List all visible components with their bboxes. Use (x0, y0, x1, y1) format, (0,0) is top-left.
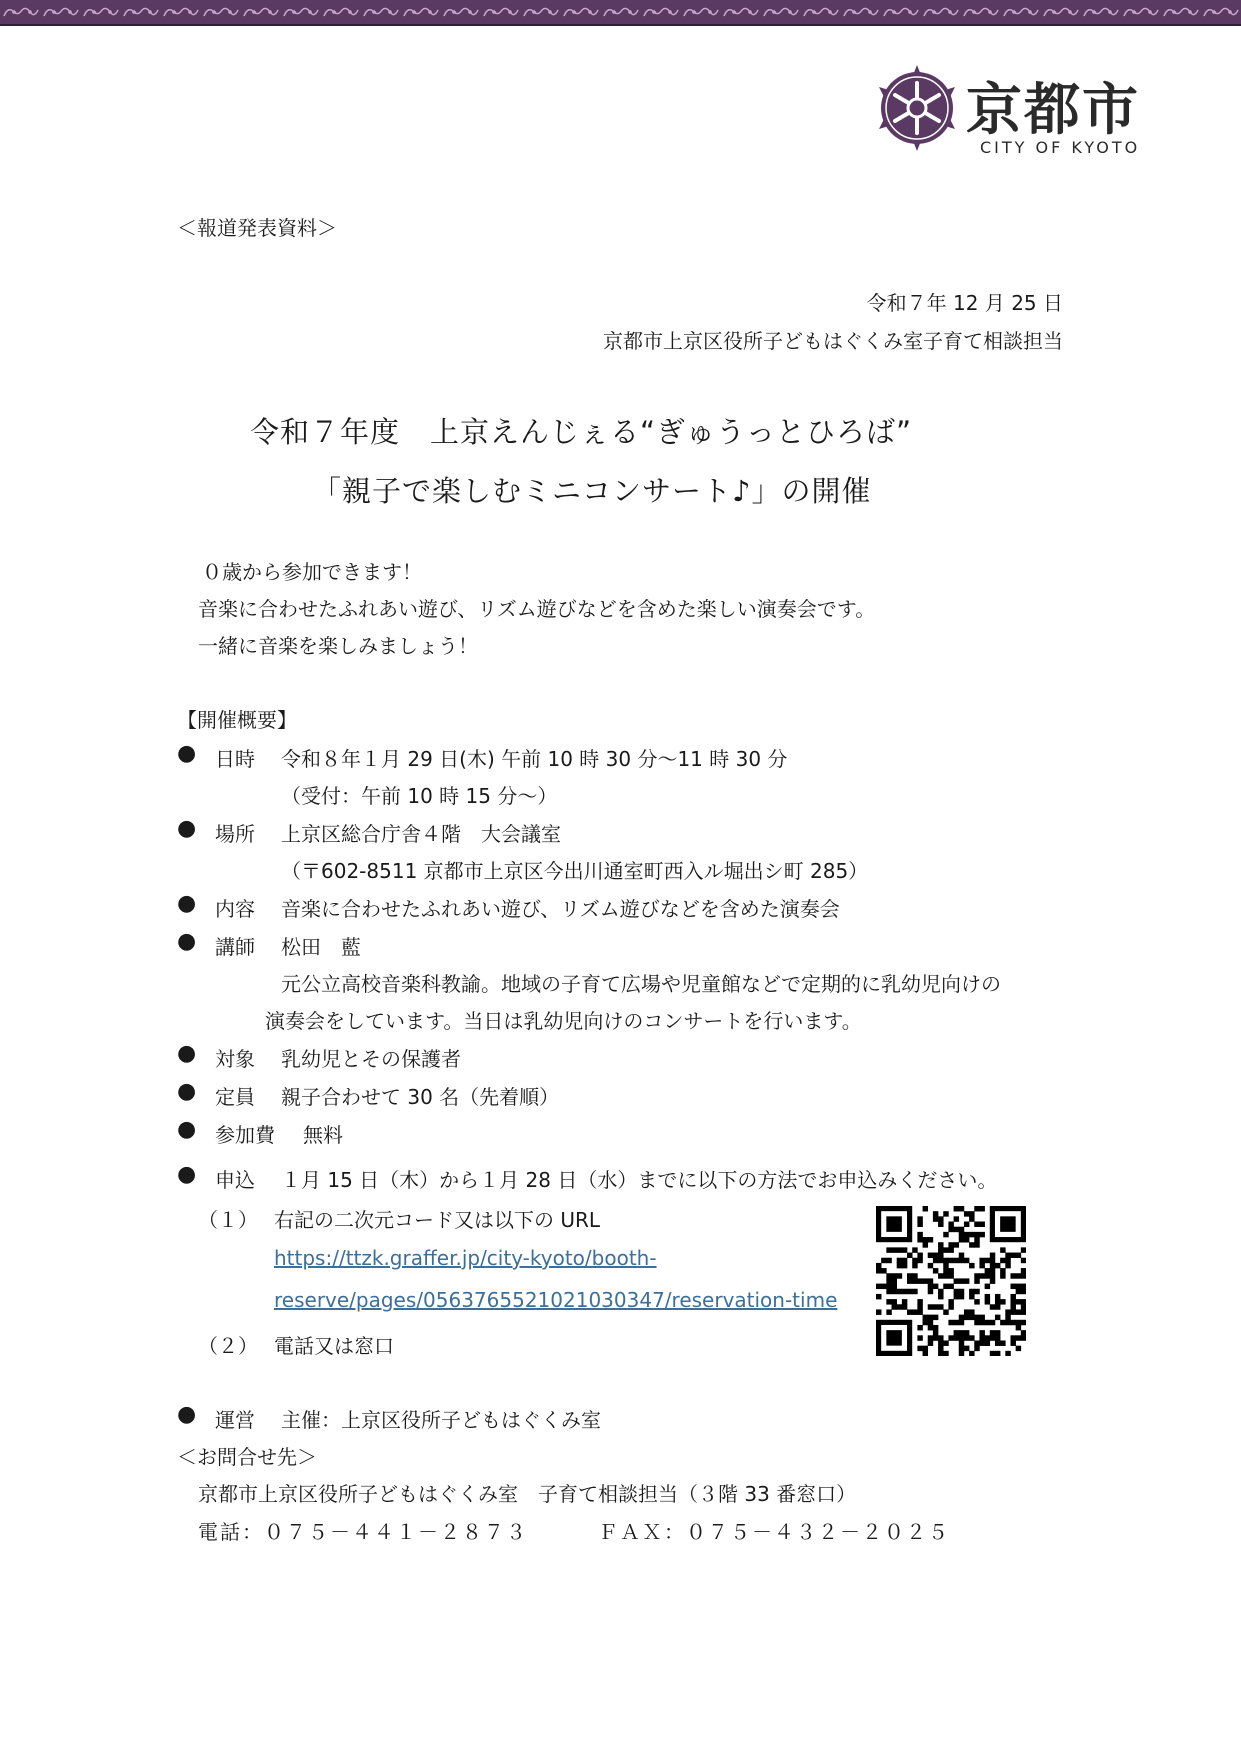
issuer: 京都市上京区役所子どもはぐくみ室子育て相談担当 (603, 329, 1063, 353)
logo-kanji: 京都市 (966, 77, 1140, 143)
bullet-icon: ● (177, 929, 197, 954)
lecturer-bio-1: 元公立高校音楽科教諭。地域の子育て広場や児童館などで定期的に乳幼児向けの (281, 972, 1001, 996)
bullet-icon: ● (177, 741, 197, 766)
org-label: 運営 (215, 1408, 255, 1432)
bullet-icon: ● (177, 1402, 197, 1427)
lecturer-value: 松田 藍 (281, 935, 361, 959)
place-label: 場所 (215, 822, 255, 846)
band-pattern (0, 4, 1241, 20)
bullet-icon: ● (177, 1117, 197, 1142)
capacity-value: 親子合わせて 30 名（先着順） (281, 1085, 560, 1109)
intro-line-1: ０歳から参加できます！ (202, 560, 422, 584)
content-value: 音楽に合わせたふれあい遊び、リズム遊びなどを含めた演奏会 (281, 897, 840, 921)
qr-code-icon[interactable] (876, 1206, 1026, 1356)
header-band (0, 0, 1241, 26)
org-value: 主催：上京区役所子どもはぐくみ室 (281, 1408, 601, 1432)
apply-2-text: 電話又は窓口 (274, 1334, 394, 1358)
logo-english: CITY OF KYOTO (980, 138, 1141, 157)
apply-2-number: （２） (198, 1334, 258, 1358)
fee-value: 無料 (303, 1123, 343, 1147)
lecturer-bio-2: 演奏会をしています。当日は乳幼児向けのコンサートを行います。 (265, 1009, 862, 1033)
date-note: （受付：午前 10 時 15 分～） (281, 784, 558, 808)
apply-1-text: 右記の二次元コード又は以下の URL (274, 1208, 601, 1232)
target-label: 対象 (215, 1047, 255, 1071)
content-label: 内容 (215, 897, 255, 921)
reservation-url-line-1[interactable]: https://ttzk.graffer.jp/city-kyoto/booth- (274, 1246, 657, 1270)
title-line-1: 令和７年度 上京えんじぇる“ぎゅうっとひろば” (250, 415, 913, 449)
contact-office: 京都市上京区役所子どもはぐくみ室 子育て相談担当（３階 33 番窓口） (198, 1482, 857, 1506)
lecturer-label: 講師 (215, 935, 255, 959)
bullet-icon: ● (177, 1162, 197, 1187)
bullet-icon: ● (177, 1041, 197, 1066)
overview-heading: 【開催概要】 (177, 708, 297, 732)
target-value: 乳幼児とその保護者 (281, 1047, 461, 1071)
bullet-icon: ● (177, 891, 197, 916)
bullet-icon: ● (177, 816, 197, 841)
contact-phone: 電話：０７５－４４１－２８７３ (198, 1520, 528, 1544)
bullet-icon: ● (177, 1079, 197, 1104)
contact-fax: ＦＡＸ：０７５－４３２－２０２５ (598, 1520, 950, 1544)
reservation-url-line-2[interactable]: reserve/pages/0563765521021030347/reservation-time (274, 1288, 838, 1312)
issue-date: 令和７年 12 月 25 日 (866, 291, 1063, 315)
place-address: （〒602-8511 京都市上京区今出川通室町西入ル堀出シ町 285） (281, 859, 869, 883)
intro-line-2: 音楽に合わせたふれあい遊び、リズム遊びなどを含めた楽しい演奏会です。 (198, 597, 876, 621)
apply-value: １月 15 日（木）から１月 28 日（水）までに以下の方法でお申込みください。 (281, 1168, 998, 1192)
place-value: 上京区総合庁舎４階 大会議室 (281, 822, 561, 846)
title-line-2: 「親子で楽しむミニコンサート♪」の開催 (312, 474, 872, 508)
capacity-label: 定員 (215, 1085, 255, 1109)
date-label: 日時 (215, 747, 255, 771)
apply-label: 申込 (215, 1168, 255, 1192)
press-release-label: ＜報道発表資料＞ (177, 216, 337, 240)
contact-heading: ＜お問合せ先＞ (177, 1445, 317, 1469)
apply-1-number: （１） (198, 1208, 258, 1232)
intro-line-3: 一緒に音楽を楽しみましょう！ (198, 634, 478, 658)
date-value: 令和８年１月 29 日(木) 午前 10 時 30 分～11 時 30 分 (281, 747, 788, 771)
fee-label: 参加費 (215, 1123, 275, 1147)
kyoto-city-emblem-icon (872, 63, 962, 153)
